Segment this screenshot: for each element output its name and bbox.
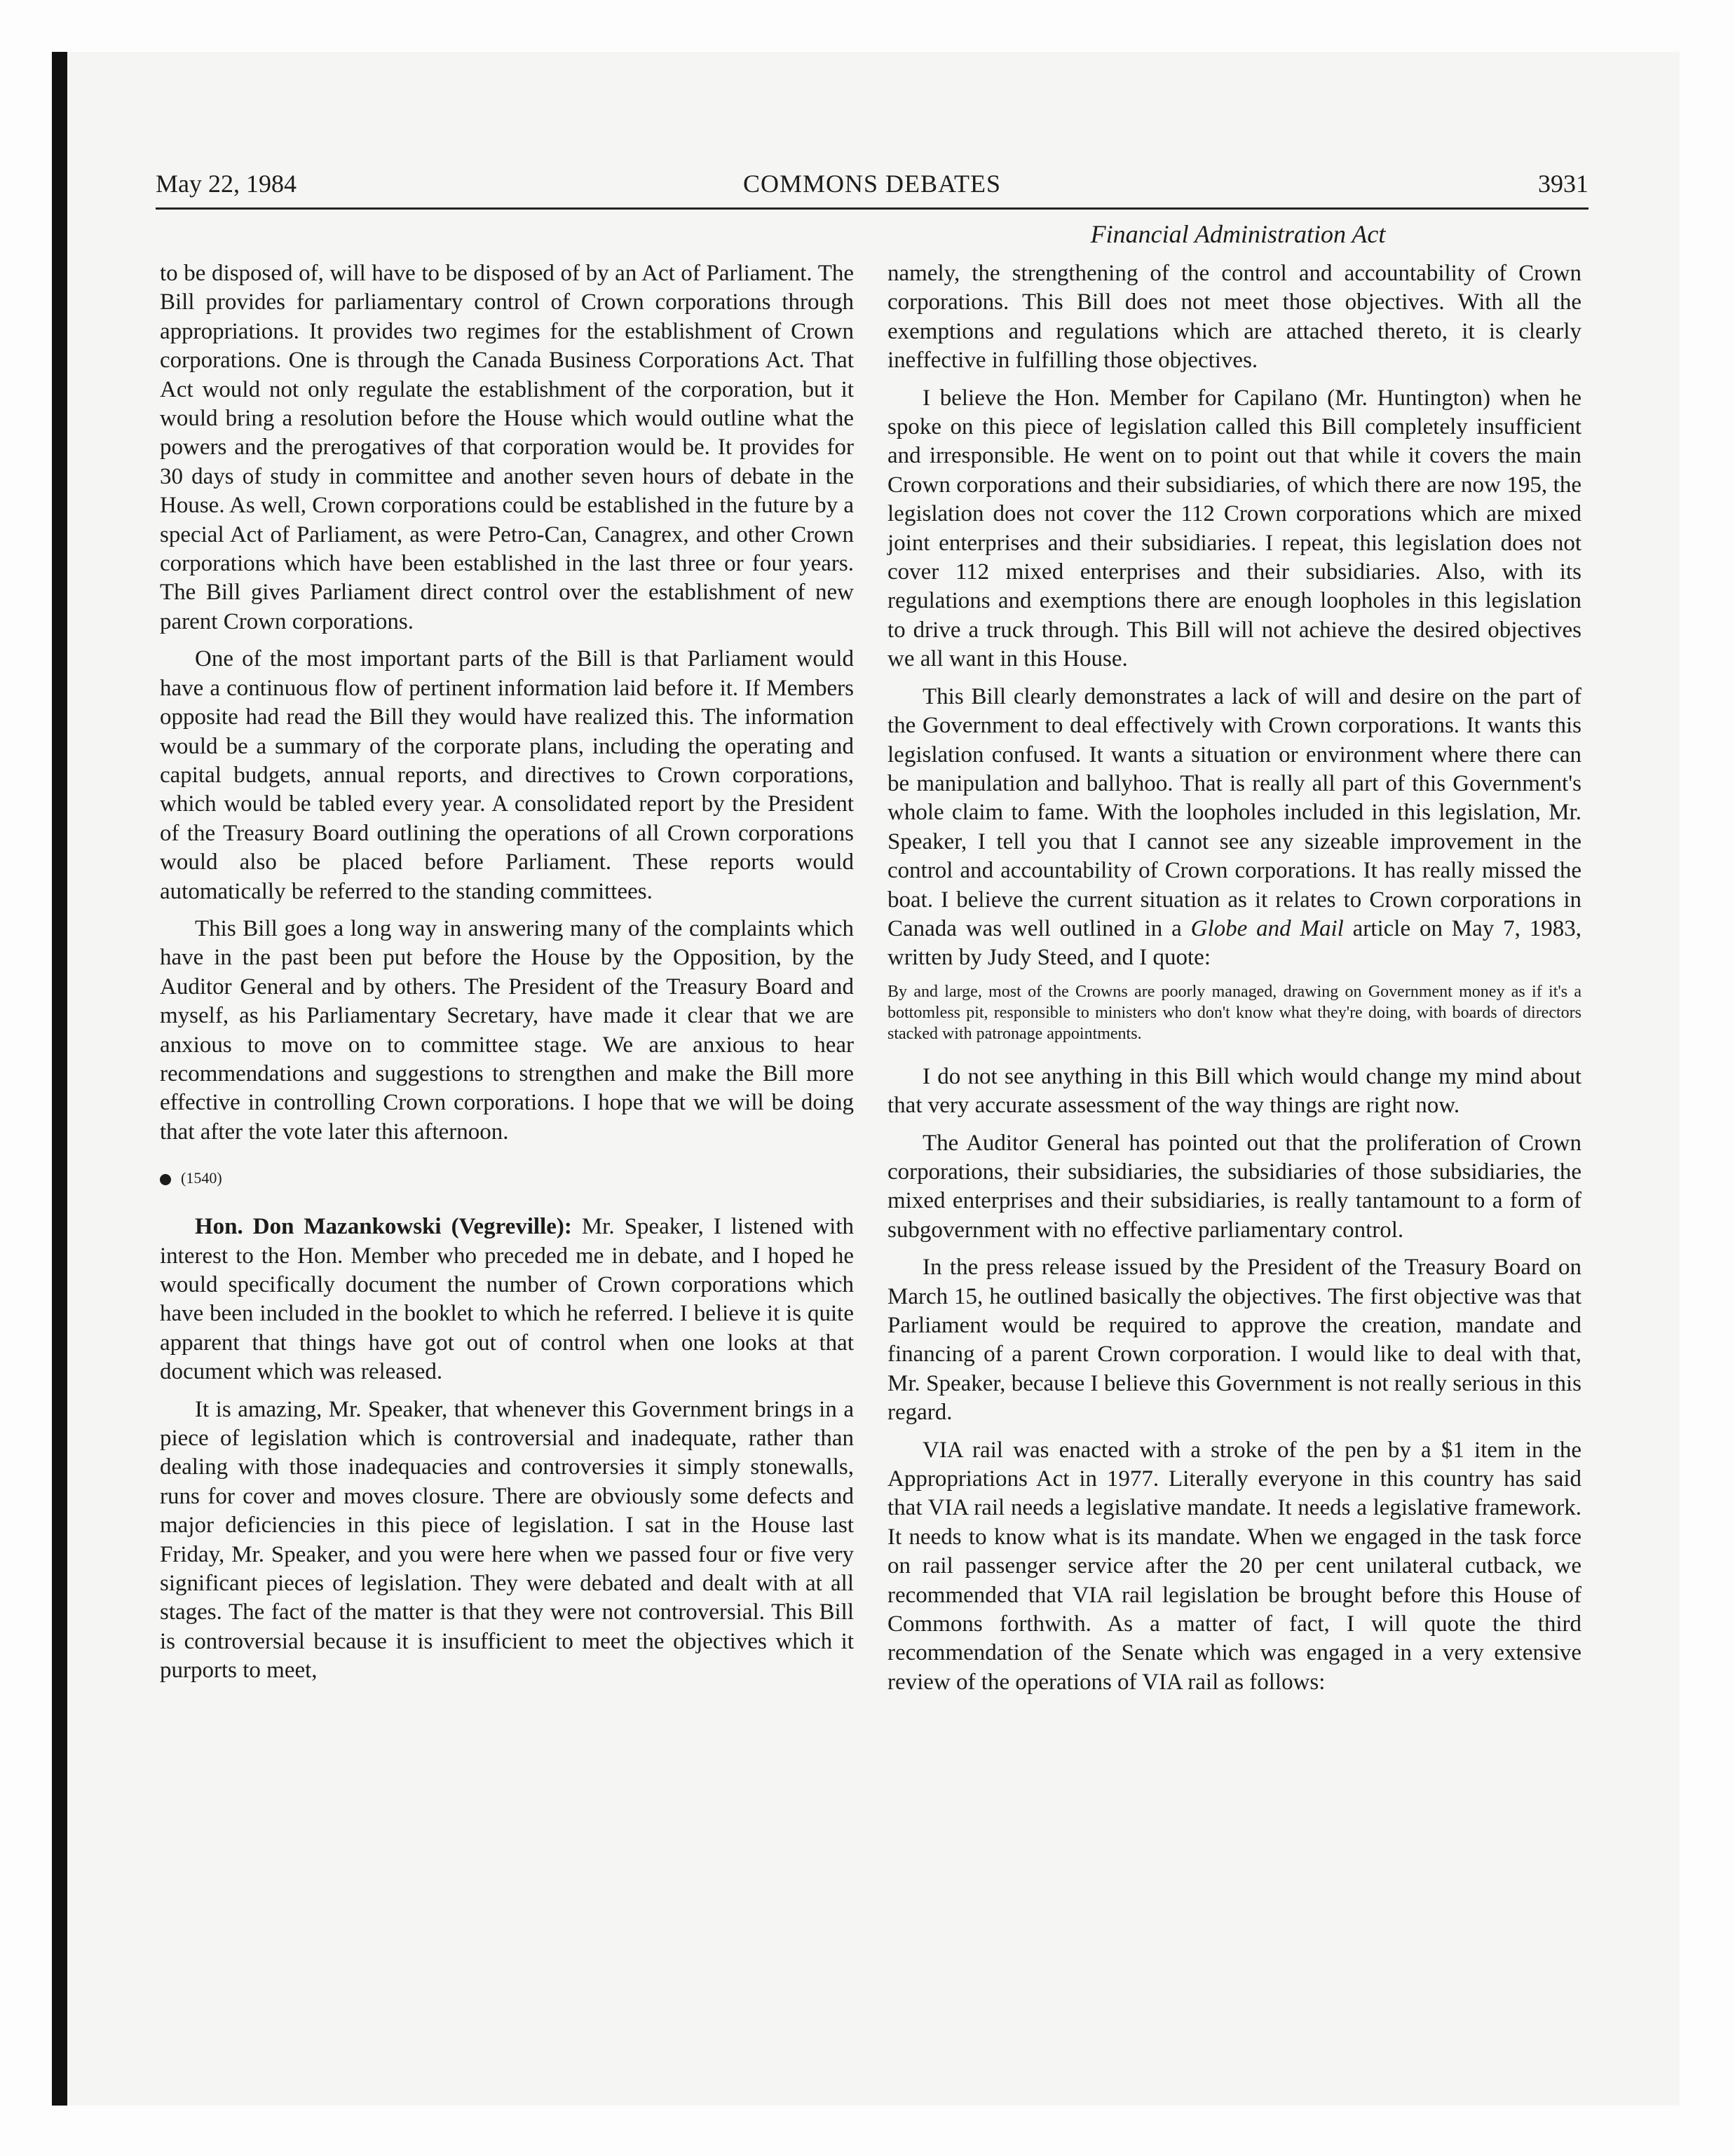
paragraph-text: article on May 7, 1983, written by Judy Steed, and I quote:: [887, 915, 1581, 971]
header-title: COMMONS DEBATES: [742, 170, 1002, 198]
speech-paragraph: [160, 1213, 854, 1386]
page-number: 3931: [1538, 170, 1588, 198]
paragraph: I do not see anything in this Bill which would change my mind about that very accurate assessment of the way things are right now.: [887, 1063, 1581, 1119]
paragraph: The Auditor General has pointed out that the proliferation of Crown corporations, their subsidiaries, the subsidiaries of those subsidiaries, the mixed enterprises and their subsidiaries, is really tantamount to a form of subgovernment with no effective parliamentary control.: [887, 1130, 1581, 1243]
paragraph-text: This Bill clearly demonstrates a lack of will and desire on the part of the Government to deal effectively with Crown corporations. It wants this legislation confused. It wants a situation or environment where there can be manipulation and ballyhoo. That is really all part of this Government's whole claim to fame. With the loopholes included in this legislation, Mr. Speaker, I tell you that I cannot see any sizeable improvement in the control and accountability of Crown corporations. It has really missed the boat. I believe the current situation as it relates to Crown corporations in Canada was well outlined in a: [887, 683, 1581, 941]
header-date: May 22, 1984: [156, 170, 297, 198]
time-marker: [160, 1168, 854, 1189]
scan-edge: [52, 52, 67, 2106]
newspaper-title: Globe and Mail: [1190, 915, 1344, 941]
block-quote: By and large, most of the Crowns are poorly managed, drawing on Government money as if it's a bottomless pit, responsible to ministers who don't know what they're doing, with boards of directors stacked with patronage appointments.: [887, 982, 1581, 1043]
paragraph: I believe the Hon. Member for Capilano (Mr. Huntington) when he spoke on this piece of legislation called this Bill completely insufficient and irresponsible. He went on to point out that while it covers the main Crown corporations and their subsidiaries, of which there are now 195, the legislation does not cover the 112 Crown corporations which are mixed joint enterprises and their subsidiaries. I repeat, this legislation does not cover 112 mixed enterprises and their subsidiaries. Also, with its regulations and exemptions there are enough loopholes in this legislation to drive a truck through. This Bill will not achieve the desired objectives we all want in this House.: [887, 385, 1581, 672]
time-marker-text: (1540): [181, 1169, 222, 1187]
paragraph: VIA rail was enacted with a stroke of the pen by a $1 item in the Appropriations Act in 1977. Literally everyone in this country has said that VIA rail needs a legislative mandate. It needs a legislative framework. It needs to know what is its mandate. When we engaged in the task force on rail passenger service after the 20 per cent unilateral cutback, we recommended that VIA rail legislation be brought before this House of Commons forthwith. As a matter of fact, I will quote the third recommendation of the Senate which was engaged in a very extensive review of the operations of VIA rail as follows:: [887, 1437, 1581, 1695]
paragraph: This Bill goes a long way in answering many of the complaints which have in the past been put before the House by the Opposition, by the Auditor General and by others. The President of the Treasury Board and myself, as his Parliamentary Secretary, have made it clear that we are anxious to move on to committee stage. We are anxious to hear recommendations and suggestions to strengthen and make the Bill more effective in controlling Crown corporations. I hope that we will be doing that after the vote later this afternoon.: [160, 915, 854, 1145]
paragraph: One of the most important parts of the Bill is that Parliament would have a continuous flow of pertinent information laid before it. If Members opposite had read the Bill they would have realized this. The information would be a summary of the corporate plans, including the operating and capital budgets, annual reports, and directives to Crown corporations, which would be tabled every year. A consolidated report by the President of the Treasury Board outlining the operations of all Crown corporations would also be placed before Parliament. These reports would automatically be referred to the standing committees.: [160, 646, 854, 904]
speaker-name: Hon. Don Mazankowski (Vegreville):: [195, 1214, 572, 1240]
paragraph: In the press release issued by the President of the Treasury Board on March 15, he outlined basically the objectives. The first objective was that Parliament would be required to approve the creation, mandate and financing of a parent Crown corporation. I would like to deal with that, Mr. Speaker, because I believe this Government is not really serious in this regard.: [887, 1255, 1581, 1426]
speech-text: Mr. Speaker, I listened with interest to the Hon. Member who preceded me in debate, and I hoped he would specifically document the number of Crown corporations which have been included in the booklet to which he referred. I believe it is quite apparent that things have got out of control when one looks at that document which was released.: [160, 1214, 854, 1385]
paragraph: [887, 683, 1581, 973]
bullet-icon: [160, 1174, 171, 1185]
right-column: [887, 259, 1581, 1705]
page-header: [156, 168, 1588, 210]
left-column: [160, 259, 854, 1694]
paragraph: It is amazing, Mr. Speaker, that whenever this Government brings in a piece of legislation which is controversial and inadequate, rather than dealing with those inadequacies and controversies it simply stonewalls, runs for cover and moves closure. There are obviously some defects and major deficiencies in this piece of legislation. I sat in the House last Friday, Mr. Speaker, and you were here when we passed four or five very significant pieces of legislation. They were debated and dealt with at all stages. The fact of the matter is that they were not controversial. This Bill is controversial because it is insufficient to meet the objectives which it purports to meet,: [160, 1396, 854, 1684]
paragraph: namely, the strengthening of the control and accountability of Crown corporations. This Bill does not meet those objectives. With all the exemptions and regulations which are attached thereto, it is clearly ineffective in fulfilling those objectives.: [887, 261, 1581, 374]
paragraph: to be disposed of, will have to be disposed of by an Act of Parliament. The Bill provides for parliamentary control of Crown corporations through appropriations. It provides two regimes for the establishment of Crown corporations. One is through the Canada Business Corporations Act. That Act would not only regulate the establishment of the corporation, but it would bring a resolution before the House which would outline what the powers and the prerogatives of that corporation would be. It provides for 30 days of study in committee and another seven hours of debate in the House. As well, Crown corporations could be established in the future by a special Act of Parliament, as were Petro-Can, Canagrex, and other Crown corporations which have been established in the last three or four years. The Bill gives Parliament direct control over the establishment of new parent Crown corporations.: [160, 261, 854, 634]
subject-heading: Financial Administration Act: [1090, 220, 1386, 248]
